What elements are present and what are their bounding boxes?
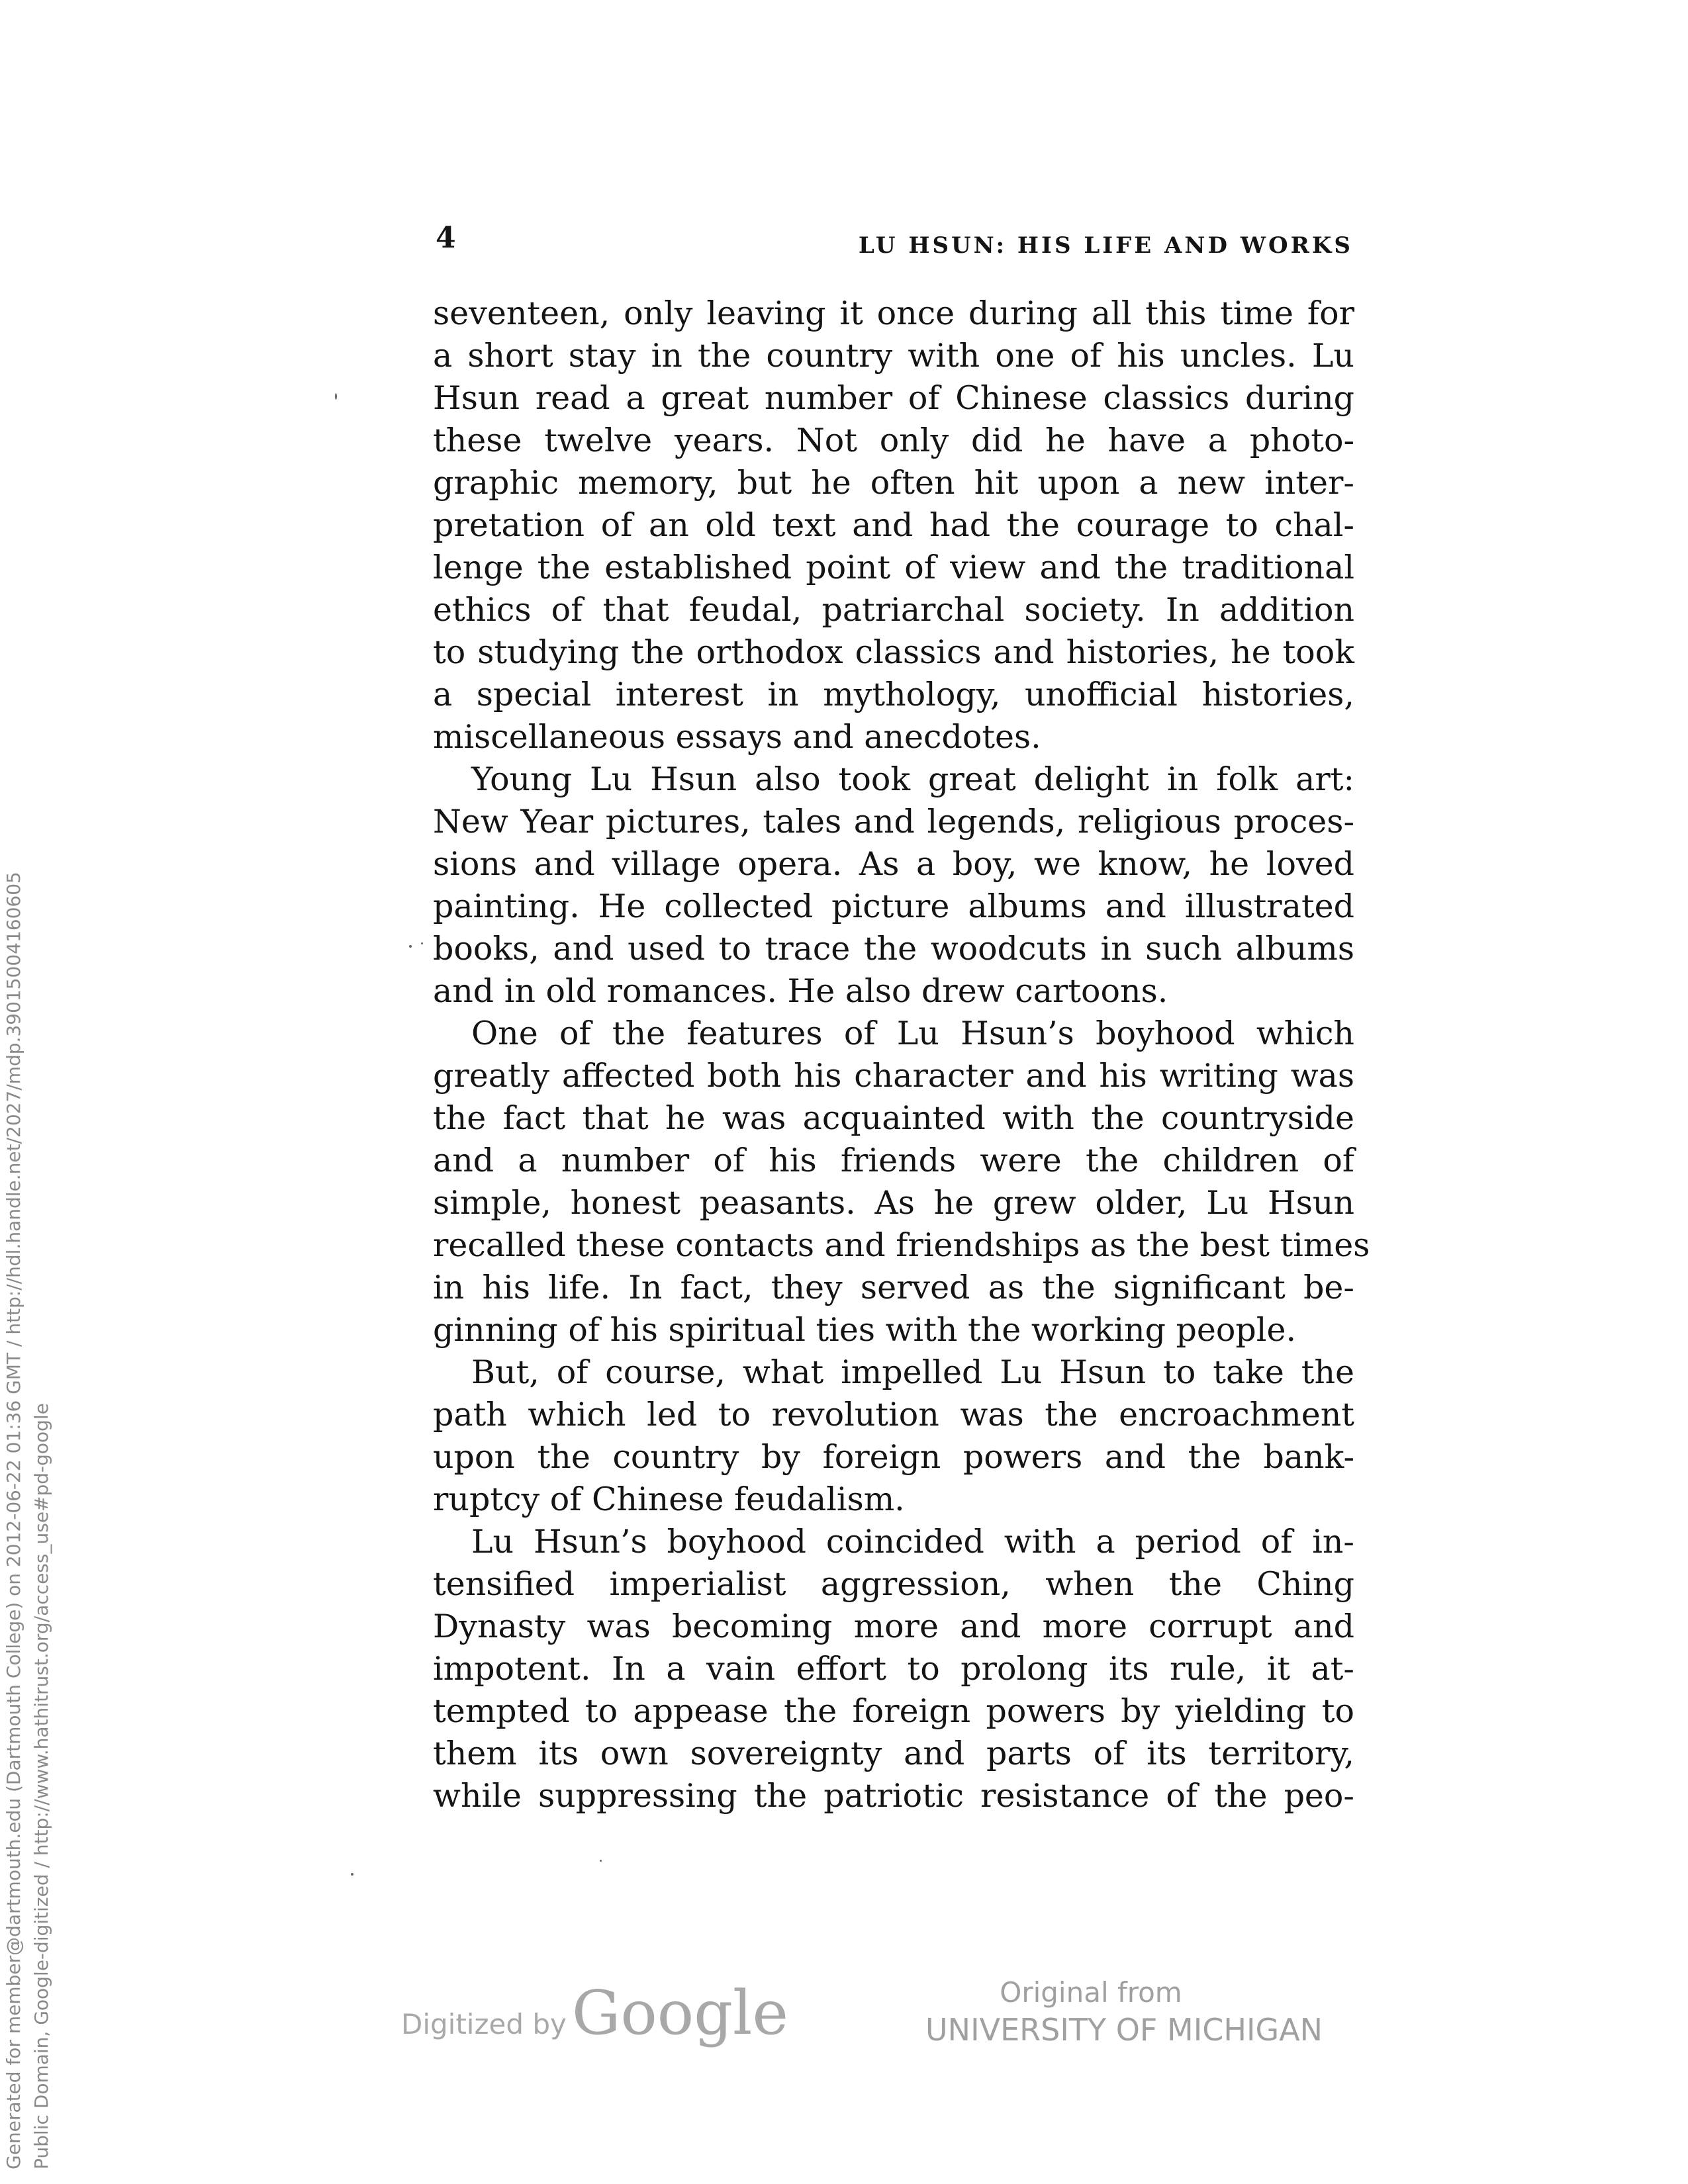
scan-speck [421, 942, 423, 944]
scan-speck [409, 945, 412, 948]
text-line: them its own sovereignty and parts of its territory, [433, 1735, 1354, 1772]
text-line: Dynasty was becoming more and more corrupt and [433, 1608, 1354, 1645]
text-line: miscellaneous essays and anecdotes. [433, 718, 1041, 756]
text-line: to studying the orthodox classics and histories, he took [433, 633, 1354, 671]
text-line: ethics of that feudal, patriarchal society. In addition [433, 591, 1354, 629]
body-text [433, 293, 1370, 1817]
university-label: UNIVERSITY OF MICHIGAN [925, 2012, 1323, 2048]
text-line: seventeen, only leaving it once during all this time for [433, 295, 1354, 332]
text-line: books, and used to trace the woodcuts in such albums [433, 930, 1354, 968]
text-line: while suppressing the patriotic resistance of the peo- [433, 1777, 1354, 1815]
text-line: Hsun read a great number of Chinese classics during [433, 379, 1354, 417]
text-line: upon the country by foreign powers and the bank- [433, 1438, 1354, 1476]
text-line: But, of course, what impelled Lu Hsun to take the [471, 1353, 1354, 1391]
google-logo: Google [571, 1978, 788, 2048]
text-line: lenge the established point of view and the traditional [433, 549, 1354, 586]
text-line: these twelve years. Not only did he have a photo- [433, 422, 1354, 459]
hathitrust-watermark-public-domain: Public Domain, Google-digitized / http://www.hathitrust.org/access_use#pd-google [30, 1403, 52, 2169]
text-line: painting. He collected picture albums and illustrated [433, 887, 1354, 925]
text-line: ruptcy of Chinese feudalism. [433, 1480, 905, 1518]
text-line: New Year pictures, tales and legends, religious proces- [433, 803, 1354, 841]
text-line: and a number of his friends were the children of [433, 1142, 1354, 1179]
page-number: 4 [436, 221, 456, 255]
text-line: path which led to revolution was the encroachment [433, 1396, 1354, 1433]
text-line: tempted to appease the foreign powers by yielding to [433, 1692, 1354, 1730]
text-line: Lu Hsun’s boyhood coincided with a period of in- [471, 1523, 1354, 1561]
text-line: pretation of an old text and had the courage to chal- [433, 506, 1354, 544]
original-from-university [925, 1975, 1323, 2049]
text-line: Young Lu Hsun also took great delight in folk art: [471, 760, 1354, 798]
hathitrust-watermark-generated: Generated for member@dartmouth.edu (Dartmouth College) on 2012-06-22 01:36 GMT / http://hdl.handle.net/2027/mdp.39015004160605 [3, 872, 24, 2169]
scan-speck [600, 1860, 602, 1862]
text-line: One of the features of Lu Hsun’s boyhood which [471, 1015, 1354, 1052]
text-line: a special interest in mythology, unofficial histories, [433, 676, 1354, 713]
original-from-label: Original from [1000, 1976, 1182, 2009]
text-line: in his life. In fact, they served as the significant be- [433, 1269, 1354, 1306]
text-line: and in old romances. He also drew cartoons. [433, 972, 1168, 1010]
digitized-by-label: Digitized by [401, 2008, 567, 2040]
scan-speck [335, 393, 337, 400]
text-line: impotent. In a vain effort to prolong its rule, it at- [433, 1650, 1354, 1688]
text-line: tensified imperialist aggression, when the Ching [433, 1565, 1354, 1603]
text-line: the fact that he was acquainted with the countryside [433, 1099, 1354, 1137]
digitized-by-google [401, 1978, 788, 2048]
text-line: graphic memory, but he often hit upon a new inter- [433, 464, 1354, 502]
text-line: sions and village opera. As a boy, we know, he loved [433, 845, 1354, 883]
running-head: LU HSUN: HIS LIFE AND WORKS [858, 232, 1353, 259]
text-line: greatly affected both his character and his writing was [433, 1057, 1354, 1095]
text-line: recalled these contacts and friendships as the best times [433, 1226, 1370, 1264]
scan-speck [351, 1873, 353, 1876]
text-line: a short stay in the country with one of his uncles. Lu [433, 337, 1354, 375]
text-line: ginning of his spiritual ties with the working people. [433, 1311, 1297, 1349]
text-line: simple, honest peasants. As he grew older, Lu Hsun [433, 1184, 1354, 1222]
